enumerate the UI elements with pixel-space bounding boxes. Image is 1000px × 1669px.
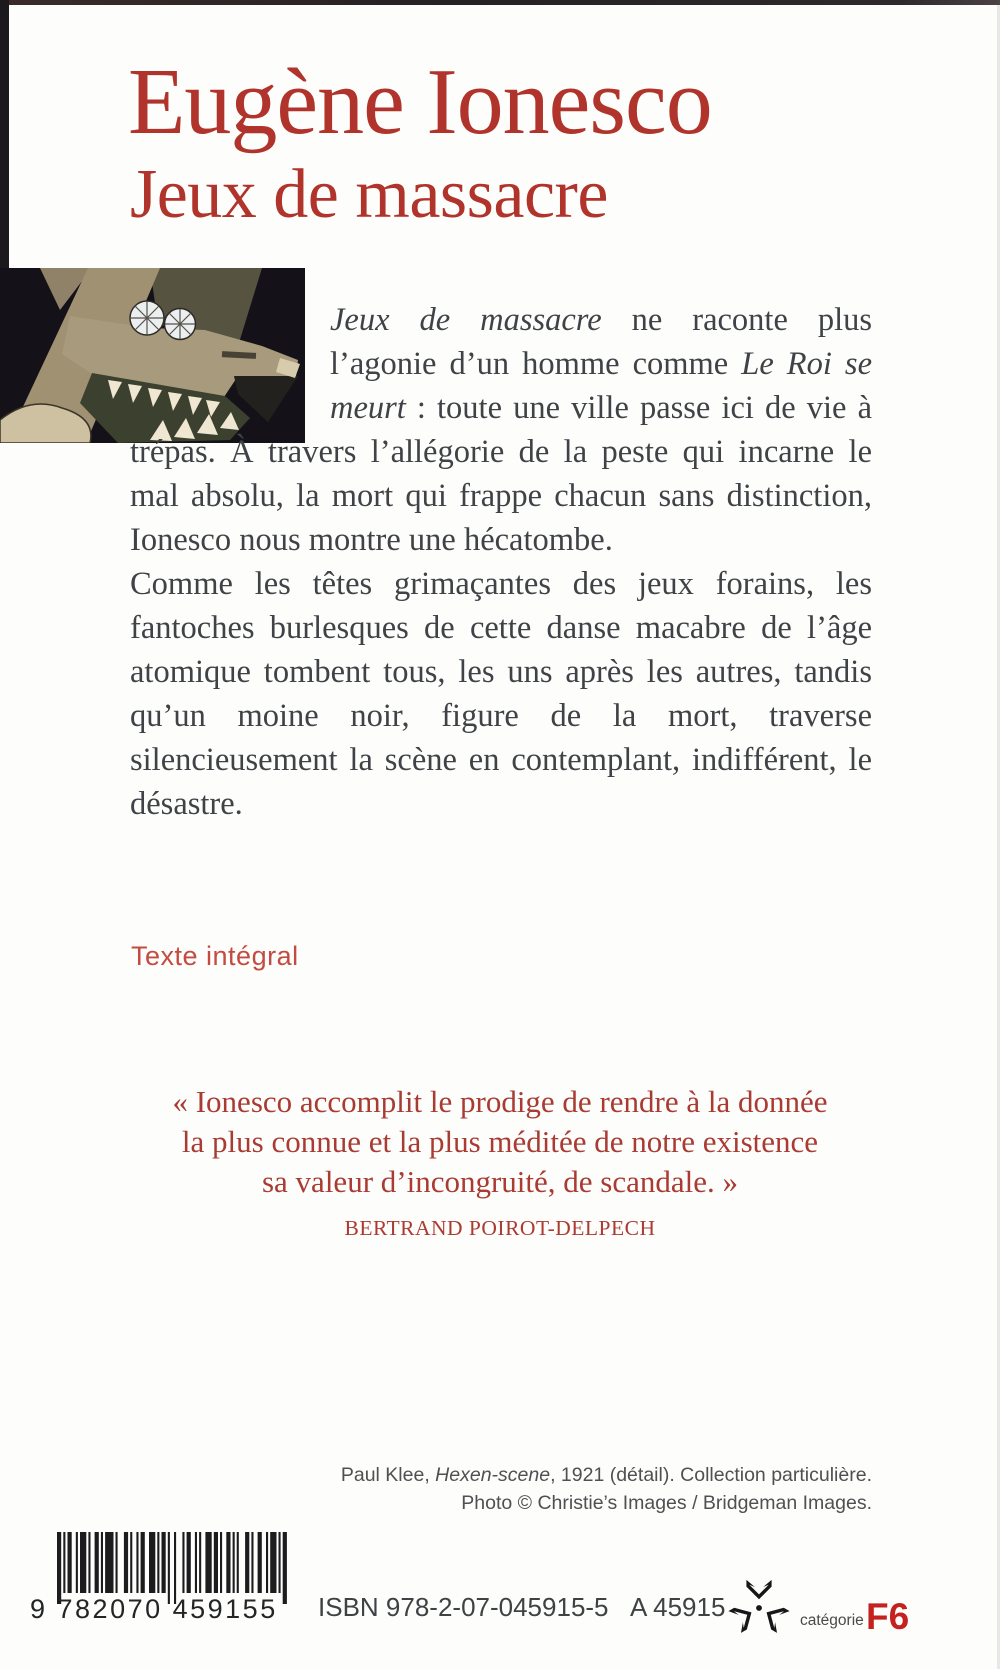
blurb-paragraph-2: Comme les têtes grimaçantes des jeux forains, les fantoches burlesques de cette danse macabre de l’âge atomique tombent tous, les uns après les autres, tandis qu’un moine noir, figure de la mort, traverse silencieusement la scène en contemplant, indifférent, le désastre. (130, 566, 872, 822)
series-code: A 45915 (630, 1592, 726, 1622)
credit-line-photo: Photo © Christie’s Images / Bridgeman Images. (461, 1492, 872, 1514)
ean-barcode (30, 1530, 292, 1630)
quote-line: la plus connue et la plus méditée de notre existence (181, 1124, 819, 1159)
quote-line: « Ionesco accomplit le prodige de rendre à la donnée (172, 1084, 828, 1119)
blurb-paragraph-1: Jeux de massacre ne raconte plus l’agonie d’un homme comme Le Roi se meurt : toute une ville passe ici de vie à trépas. À travers l’allégorie de la peste qui incarne le mal absolu, la mort qui frappe chacun sans distinction, Ionesco nous montre une hécatombe. (130, 302, 873, 558)
barcode-digits: 9 782070 459155 (30, 1594, 278, 1624)
quote-line: sa valeur d’incongruité, de scandale. » (261, 1164, 738, 1199)
category-code-badge: F6 (866, 1596, 910, 1637)
category-label: catégorie (800, 1612, 864, 1629)
texte-integral-label: Texte intégral (131, 941, 299, 971)
footer-bar (0, 1530, 1000, 1650)
title-block (128, 50, 888, 233)
critic-quote (0, 1082, 1000, 1241)
paul-klee-artwork (0, 268, 305, 443)
work-title: Jeux de massacre (130, 156, 608, 233)
scan-edge-top (0, 0, 1000, 5)
scan-edge-left (0, 0, 9, 270)
credit-line-artwork: Paul Klee, Hexen-scene, 1921 (détail). Collection particulière. (340, 1464, 872, 1486)
back-cover-blurb (130, 268, 872, 826)
isbn-number: ISBN 978-2-07-045915-5 (318, 1592, 609, 1622)
photo-credits (341, 1461, 872, 1517)
folio-books-logo-icon (728, 1576, 790, 1638)
author-name: Eugène Ionesco (128, 50, 712, 154)
quote-attribution: BERTRAND POIROT-DELPECH (344, 1216, 656, 1240)
